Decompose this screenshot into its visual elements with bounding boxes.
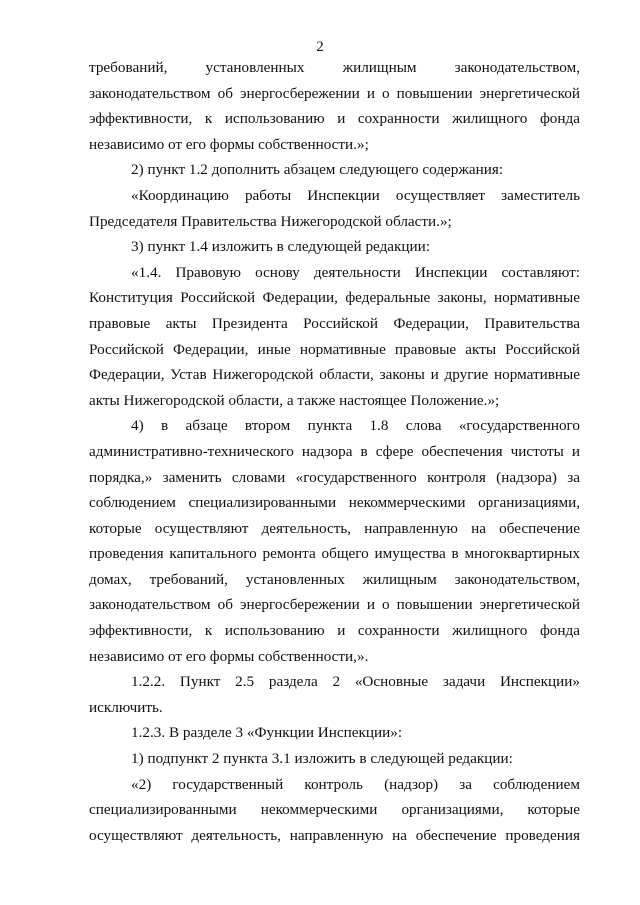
paragraph-state-control: «2) государственный контроль (надзор) за соблюдением специализированными некоммерческими организациями, которые осуществляют деятельность, направленную на обеспечение проведения (89, 775, 580, 844)
document-body (89, 55, 580, 848)
paragraph-continuation: требований, установленных жилищным законодательством, законодательством об энергосбережении и о повышении энергетической эффективности, к использованию и сохранности жилищного фонда независимо от его формы собственности.»; (89, 59, 580, 153)
paragraph-1-2-3: 1.2.3. В разделе 3 «Функции Инспекции»: (131, 724, 403, 742)
paragraph-item-3: 3) пункт 1.4 изложить в следующей редакции: (131, 238, 431, 256)
paragraph-1-2-2: 1.2.2. Пункт 2.5 раздела 2 «Основные задачи Инспекции» исключить. (89, 673, 580, 716)
page-number: 2 (316, 39, 324, 55)
paragraph-legal-basis: «1.4. Правовую основу деятельности Инспекции составляют: Конституция Российской Федерации, федеральные законы, нормативные правовые акты Президента Российской Федерации, Правительства Российской Федерации, иные нормативные правовые акты Российской Федерации, Устав Нижегородской области, законы и другие нормативные акты Нижегородской области, а также настоящее Положение.»; (89, 263, 580, 409)
paragraph-item-2: 2) пункт 1.2 дополнить абзацем следующего содержания: (131, 161, 504, 179)
paragraph-item-4: 4) в абзаце втором пункта 1.8 слова «государственного административно-технического надзора в сфере обеспечения чистоты и порядка,» заменить словами «государственного контроля (надзора) за соблюдением специализированными некоммерческими организациями, которые осуществляют деятельность, направленную на обеспечение проведения капитального ремонта общего имущества в многоквартирных домах, требований, установленных жилищным законодательством, законодательством об энергосбережении и о повышении энергетической эффективности, к использованию и сохранности жилищного фонда независимо от его формы собственности,». (89, 417, 580, 665)
paragraph-subitem-1: 1) подпункт 2 пункта 3.1 изложить в следующей редакции: (131, 750, 513, 768)
paragraph-coordination: «Координацию работы Инспекции осуществляет заместитель Председателя Правительства Нижегородской области.»; (89, 186, 580, 230)
